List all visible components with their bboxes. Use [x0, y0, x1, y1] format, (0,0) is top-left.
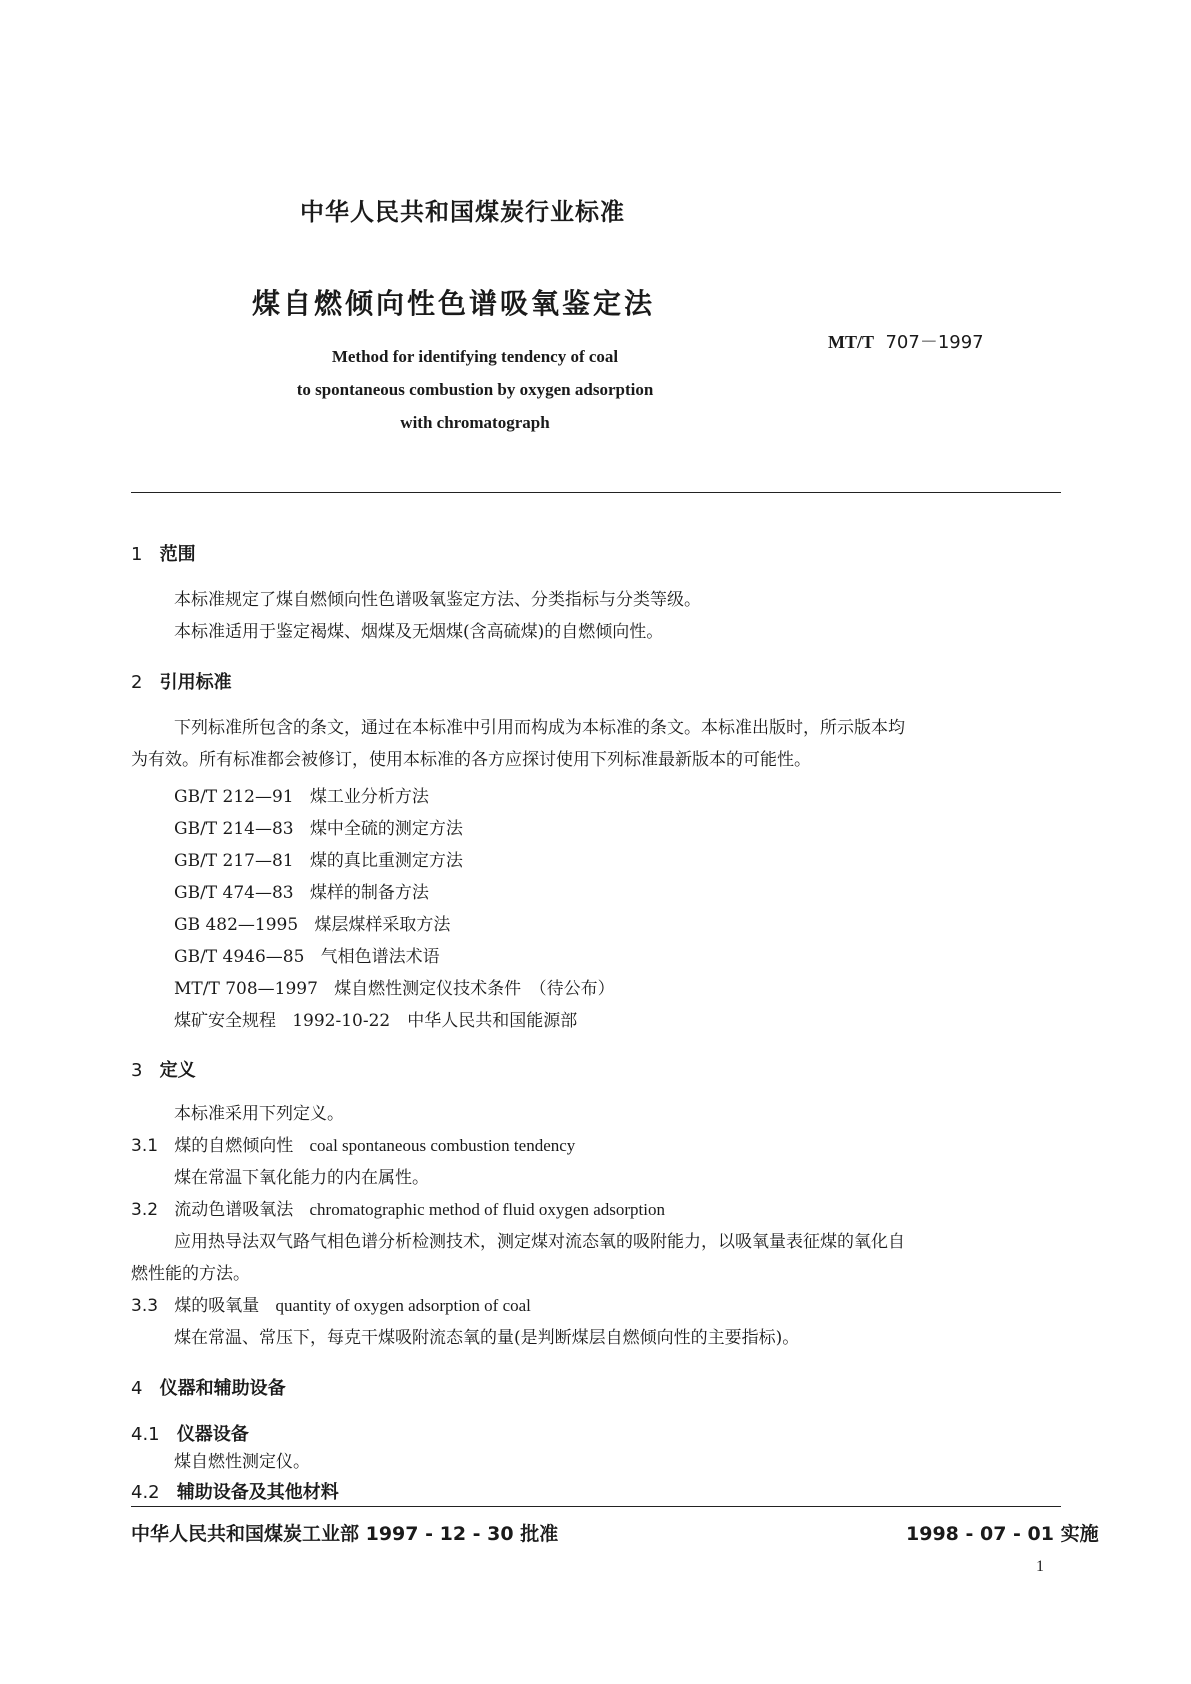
reference-item: GB/T 474—83 煤样的制备方法: [174, 883, 429, 903]
title-en-line: to spontaneous combustion by oxygen adsorption: [296, 380, 654, 399]
subsection-heading-4-2: 4.2 辅助设备及其他材料: [131, 1482, 339, 1503]
section-heading-1: 1 范围: [131, 544, 196, 565]
reference-item: GB/T 217—81 煤的真比重测定方法: [174, 851, 463, 871]
footer-divider: [131, 1506, 1061, 1507]
subsection-heading-4-1: 4.1 仪器设备: [131, 1424, 249, 1445]
section-heading-4: 4 仪器和辅助设备: [131, 1378, 286, 1399]
reference-item: GB/T 214—83 煤中全硫的测定方法: [174, 819, 463, 839]
standard-organization: 中华人民共和国煤炭行业标准: [300, 198, 625, 226]
reference-item: GB 482—1995 煤层煤样采取方法: [174, 915, 451, 935]
subsection-4-1-text: 煤自燃性测定仪。: [174, 1452, 310, 1472]
title-en-line: Method for identifying tendency of coal: [331, 347, 619, 366]
definition-3-2-text: 应用热导法双气路气相色谱分析检测技术，测定煤对流态氧的吸附能力，以吸氧量表征煤的氧化自: [174, 1232, 905, 1252]
section-3-intro: 本标准采用下列定义。: [174, 1104, 344, 1124]
section-2-intro-line: 为有效。所有标准都会被修订，使用本标准的各方应探讨使用下列标准最新版本的可能性。: [131, 750, 811, 770]
title-en-line: with chromatograph: [400, 413, 550, 432]
definition-3-1-text: 煤在常温下氧化能力的内在属性。: [174, 1168, 429, 1188]
section-1-paragraph: 本标准规定了煤自燃倾向性色谱吸氧鉴定方法、分类指标与分类等级。: [174, 590, 701, 610]
standard-code-prefix: MT/T: [828, 332, 875, 352]
reference-item: GB/T 212—91 煤工业分析方法: [174, 787, 429, 807]
section-heading-2: 2 引用标准: [131, 672, 232, 693]
definition-3-3-term: 3.3 煤的吸氧量 quantity of oxygen adsorption of coal: [131, 1296, 531, 1316]
definition-3-3-text: 煤在常温、常压下，每克干煤吸附流态氧的量(是判断煤层自燃倾向性的主要指标)。: [174, 1328, 800, 1348]
document-title-cn: 煤自燃倾向性色谱吸氧鉴定法: [252, 287, 656, 320]
section-2-intro-line: 下列标准所包含的条文，通过在本标准中引用而构成为本标准的条文。本标准出版时，所示版本均: [174, 718, 905, 738]
reference-item: GB/T 4946—85 气相色谱法术语: [174, 947, 440, 967]
standard-code: [828, 328, 984, 354]
section-heading-3: 3 定义: [131, 1060, 196, 1081]
header-divider: [131, 492, 1061, 493]
definition-3-2-term: 3.2 流动色谱吸氧法 chromatographic method of fluid oxygen adsorption: [131, 1200, 665, 1220]
effective-date: 1998 - 07 - 01 实施: [906, 1523, 1099, 1545]
page-number: 1: [1036, 1558, 1044, 1575]
section-1-paragraph: 本标准适用于鉴定褐煤、烟煤及无烟煤(含高硫煤)的自燃倾向性。: [174, 622, 664, 642]
reference-item: 煤矿安全规程 1992-10-22 中华人民共和国能源部: [174, 1011, 578, 1031]
definition-3-2-text: 燃性能的方法。: [131, 1264, 250, 1284]
reference-item: MT/T 708—1997 煤自燃性测定仪技术条件 （待公布）: [174, 979, 615, 999]
standard-code-number: 707－1997: [885, 332, 984, 353]
definition-3-1-term: 3.1 煤的自燃倾向性 coal spontaneous combustion tendency: [131, 1136, 576, 1156]
document-title-en: [230, 340, 720, 439]
approval-statement: 中华人民共和国煤炭工业部 1997 - 12 - 30 批准: [131, 1523, 559, 1545]
